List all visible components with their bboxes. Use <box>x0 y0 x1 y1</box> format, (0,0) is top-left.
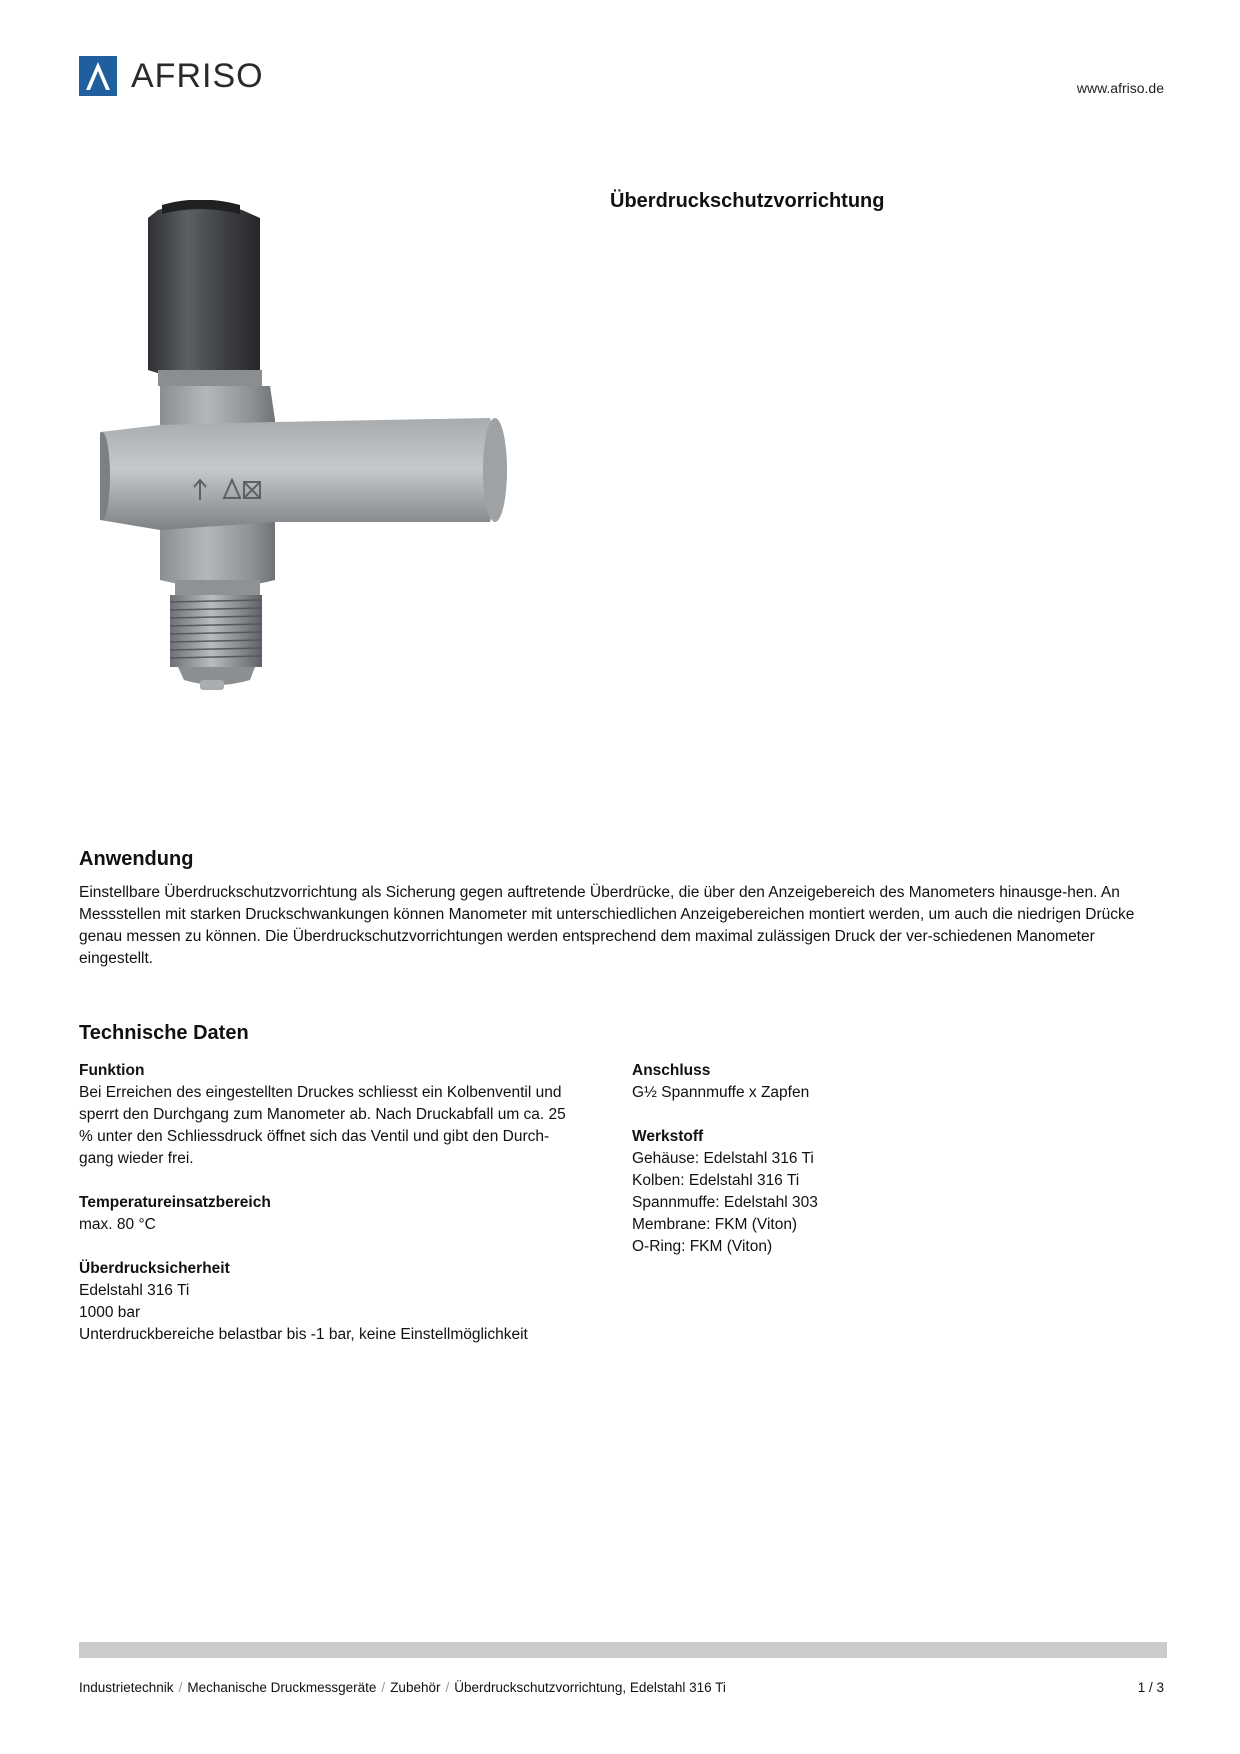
afriso-logo-icon <box>79 56 117 96</box>
spec-value: Spannmuffe: Edelstahl 303 <box>632 1194 818 1211</box>
spec-value: max. 80 °C <box>79 1216 156 1233</box>
website-link[interactable]: www.afriso.de <box>1076 80 1164 96</box>
spec-value: O-Ring: FKM (Viton) <box>632 1238 773 1255</box>
spec-value: sperrt den Durchgang zum Manometer ab. Nach Druckabfall um ca. 25 <box>79 1106 566 1123</box>
spec-value: G½ Spannmuffe x Zapfen <box>632 1084 810 1101</box>
footer-divider <box>79 1642 1167 1658</box>
product-title: Überdruckschutzvorrichtung <box>610 190 885 212</box>
spec-overpressure-safety <box>79 1258 614 1346</box>
spec-connection <box>632 1060 1167 1104</box>
spec-value: Bei Erreichen des eingestellten Druckes schliesst ein Kolbenventil und <box>79 1084 562 1101</box>
page-number: 1 / 3 <box>1137 1680 1164 1695</box>
spec-value: Edelstahl 316 Ti <box>79 1282 190 1299</box>
breadcrumb-separator: / <box>178 1680 183 1695</box>
spec-value: Membrane: FKM (Viton) <box>632 1216 798 1233</box>
spec-value: gang wieder frei. <box>79 1150 194 1167</box>
breadcrumb-separator: / <box>381 1680 386 1695</box>
brand-logo <box>79 56 264 96</box>
spec-value: Gehäuse: Edelstahl 316 Ti <box>632 1150 814 1167</box>
spec-label: Anschluss <box>632 1062 711 1079</box>
breadcrumb-item[interactable]: Zubehör <box>390 1680 441 1695</box>
technical-data-left-column <box>79 1060 614 1368</box>
technical-data-right-column <box>632 1060 1167 1280</box>
breadcrumb-item[interactable]: Mechanische Druckmessgeräte <box>187 1680 377 1695</box>
spec-value: % unter den Schliessdruck öffnet sich das Ventil und gibt den Durch- <box>79 1128 550 1145</box>
technical-data-heading: Technische Daten <box>79 1022 249 1044</box>
spec-temperature-range <box>79 1192 614 1236</box>
spec-material <box>632 1126 1167 1258</box>
spec-value: Kolben: Edelstahl 316 Ti <box>632 1172 800 1189</box>
spec-label: Temperatureinsatzbereich <box>79 1194 271 1211</box>
breadcrumb <box>79 1680 726 1695</box>
application-text: Einstellbare Überdruckschutzvorrichtung als Sicherung gegen auftretende Überdrücke, die über den Anzeigebereich des Manometers hinausge-hen. An Messstellen mit starken Druckschwankungen können Manometer mit unterschiedlichen Anzeigebereichen montiert werden, um auch die niedrigen Drücke genau messen zu können. Die Überdruckschutzvorrichtungen werden entsprechend dem maximal zulässigen Druck der ver-schiedenen Manometer eingestellt. <box>79 884 1135 967</box>
application-heading: Anwendung <box>79 848 194 870</box>
breadcrumb-item: Überdruckschutzvorrichtung, Edelstahl 316 Ti <box>454 1680 726 1695</box>
spec-value: 1000 bar <box>79 1304 141 1321</box>
breadcrumb-item[interactable]: Industrietechnik <box>79 1680 174 1695</box>
pressure-protection-valve-photo <box>100 200 570 780</box>
breadcrumb-separator: / <box>445 1680 450 1695</box>
spec-label: Überdrucksicherheit <box>79 1260 230 1277</box>
spec-label: Funktion <box>79 1062 145 1079</box>
spec-value: Unterdruckbereiche belastbar bis -1 bar, keine Einstellmöglichkeit <box>79 1326 528 1343</box>
spec-label: Werkstoff <box>632 1128 704 1145</box>
brand-name: AFRISO <box>131 57 264 95</box>
spec-function <box>79 1060 614 1170</box>
